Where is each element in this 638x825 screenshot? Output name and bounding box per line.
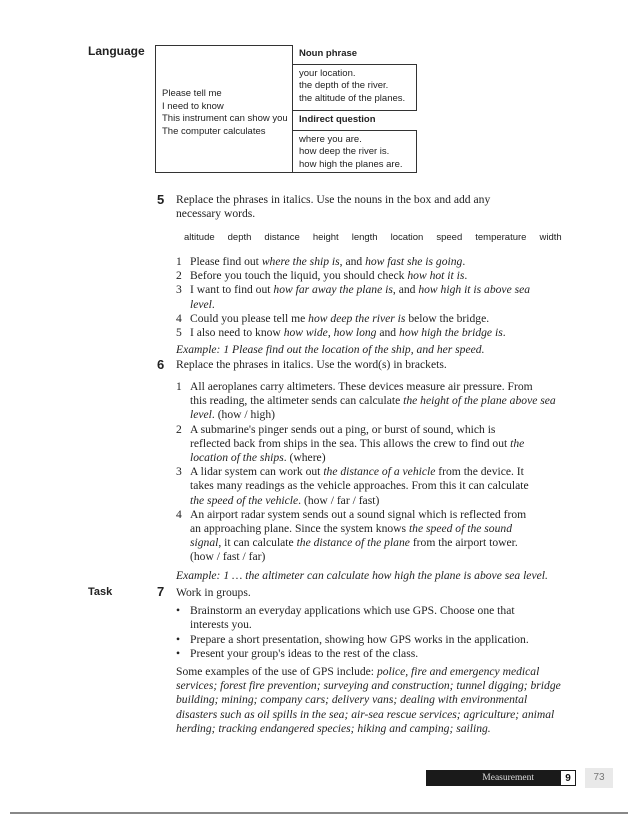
item-line: signal, it can calculate the distance of the plane from the airport tower. [190, 536, 518, 550]
task-bullet: • Present your group's ideas to the rest of the class. [176, 646, 419, 660]
instruction-line: Replace the phrases in italics. Use the nouns in the box and add any [176, 193, 491, 206]
indirect-question-rows [293, 131, 417, 175]
task-bullet: • Prepare a short presentation, showing how GPS works in the application. [176, 632, 529, 646]
exercise-5-item: 1 Please find out where the ship is, and how fast she is going. [176, 255, 466, 268]
language-left-line: Please tell me [162, 88, 222, 99]
exercise-5-item: 3 I want to find out how far away the plane is, and how high it is above sea [176, 283, 531, 297]
indirect-question-row: where you are. [299, 133, 362, 145]
exercise-5-example: Example: 1 Please find out the location of the ship, and her speed. [176, 343, 485, 357]
noun-phrase-row: the altitude of the planes. [299, 92, 406, 104]
language-left-line: The computer calculates [162, 125, 266, 137]
page-number: 73 [585, 768, 613, 788]
word-item: length [351, 232, 378, 243]
page-bottom-edge [10, 812, 628, 814]
word-item: height [312, 232, 339, 243]
footer-badge-bg [548, 770, 560, 786]
task-label: Task [88, 586, 113, 598]
item-line: this reading, the altimeter sends can calculate the height of the plane above sea [190, 394, 556, 408]
item-line: the speed of the vehicle. (how / far / fast) [190, 493, 380, 507]
word-item: speed [436, 232, 463, 243]
language-left-column [162, 88, 292, 138]
task-bullet: • Brainstorm an everyday applications which use GPS. Choose one that [176, 604, 515, 618]
language-left-line: I need to know [162, 100, 224, 112]
footer-unit-badge: 9 [560, 770, 576, 786]
task-examples: Some examples of the use of GPS include: police, fire and emergency medical services; forest fire prevention; surveying and construction; tunnel digging; bridge building; mining; company cars; delivery vans; dealing with environmental disasters such as oil spills in the sea; air-sea rescue services; agriculture; animal herding; tracking endangered species; hiking and camping; sailing. [176, 665, 561, 735]
exercise-6-item: 1 All aeroplanes carry altimeters. These devices measure air pressure. From [176, 380, 533, 393]
word-item: location [390, 232, 424, 243]
item-line: takes many readings as the vehicle approaches. From this it can calculate [190, 479, 529, 493]
exercise-5-item: 2 Before you touch the liquid, you should check how hot it is. [176, 269, 468, 283]
exercise-6-number: 6 [157, 357, 165, 372]
exercise-5-number: 5 [157, 192, 165, 207]
item-line: an approaching plane. Since the system knows the speed of the sound [190, 522, 512, 536]
language-right-column [292, 45, 417, 173]
word-item: distance [264, 232, 300, 243]
exercise-6-example: Example: 1 … the altimeter can calculate how high the plane is above sea level. [176, 568, 548, 582]
item-line: location of the ships. (where) [190, 451, 326, 465]
item-line: reflected back from ships in the sea. This allows the crew to find out the [190, 436, 525, 450]
word-item: temperature [475, 232, 527, 243]
indirect-question-row: how high the planes are. [299, 158, 403, 170]
task-number: 7 [157, 584, 165, 599]
word-box [184, 232, 575, 243]
noun-phrase-row: the depth of the river. [299, 80, 389, 91]
instruction-line: necessary words. [176, 207, 256, 221]
task-bullet-continued: interests you. [190, 618, 252, 632]
language-label: Language [88, 44, 145, 58]
item-line: level. (how / high) [190, 408, 276, 422]
noun-phrase-rows [293, 65, 417, 109]
word-item: width [539, 232, 562, 243]
task-instruction: Work in groups. [176, 586, 251, 599]
noun-phrase-header: Noun phrase [293, 45, 417, 65]
exercise-6-instruction: Replace the phrases in italics. Use the word(s) in brackets. [176, 358, 447, 371]
exercise-6-item: 4 An airport radar system sends out a sound signal which is reflected from [176, 507, 527, 521]
exercise-5-item-continued: level. [190, 297, 215, 311]
exercise-5-item: 4 Could you please tell me how deep the river is below the bridge. [176, 311, 490, 325]
exercise-6-items [176, 380, 616, 583]
exercise-5-item: 5 I also need to know how wide, how long and how high the bridge is. [176, 326, 506, 340]
exercise-5-items [176, 255, 606, 357]
item-line: (how / fast / far) [190, 550, 266, 564]
word-item: altitude [184, 232, 215, 243]
noun-phrase-row: your location. [299, 67, 356, 79]
indirect-question-header: Indirect question [293, 110, 417, 131]
language-left-line: This instrument can show you [162, 113, 288, 124]
task-content [176, 586, 616, 736]
word-item: depth [227, 232, 252, 243]
exercise-5-instruction [176, 193, 596, 221]
exercise-6-item: 3 A lidar system can work out the distance of a vehicle from the device. It [176, 465, 524, 479]
footer-section-label: Measurement [426, 770, 556, 786]
indirect-question-row: how deep the river is. [299, 146, 390, 157]
exercise-6-item: 2 A submarine's pinger sends out a ping, or burst of sound, which is [176, 422, 496, 436]
